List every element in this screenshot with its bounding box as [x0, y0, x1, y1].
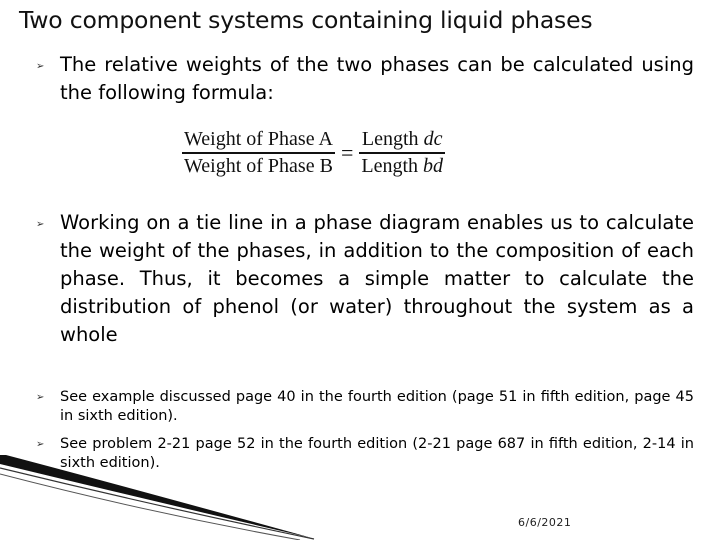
right-fraction [359, 128, 445, 178]
footer-date: 6/6/2021 [518, 516, 572, 529]
bullet-text-1: The relative weights of the two phases can be calculated using the following formula: [60, 53, 694, 104]
left-fraction [182, 128, 335, 178]
right-numerator-var: dc [423, 128, 443, 150]
decorative-swoosh [0, 455, 320, 540]
right-numerator-word: Length [361, 128, 419, 150]
arrow-bullet-icon: ➢ [36, 392, 45, 403]
left-denominator: Weight of Phase B [184, 155, 333, 177]
left-numerator: Weight of Phase A [184, 128, 333, 150]
weight-ratio-formula [182, 128, 445, 178]
bullet-text-4: See problem 2-21 page 52 in the fourth edition (2-21 page 687 in fifth edition, 2-14 in sixth edition). [60, 436, 694, 471]
right-denominator-var: bd [423, 155, 444, 177]
right-denominator [359, 154, 445, 178]
bullet-text-3: See example discussed page 40 in the fourth edition (page 51 in fifth edition, page 45 in sixth edition). [60, 389, 694, 424]
equals-sign: = [340, 140, 354, 165]
arrow-bullet-icon: ➢ [36, 439, 45, 450]
right-denominator-word: Length [361, 155, 419, 177]
arrow-bullet-icon: ➢ [36, 219, 45, 230]
right-numerator [360, 128, 445, 152]
arrow-bullet-icon: ➢ [36, 61, 45, 72]
bullet-text-2: Working on a tie line in a phase diagram enables us to calculate the weight of the phases, in addition to the composition of each phase. Thus, it becomes a simple matter to calculate the distribution of phenol (or water) throughout the system as a whole [60, 211, 694, 346]
slide-title: Two component systems containing liquid phases [19, 6, 593, 34]
